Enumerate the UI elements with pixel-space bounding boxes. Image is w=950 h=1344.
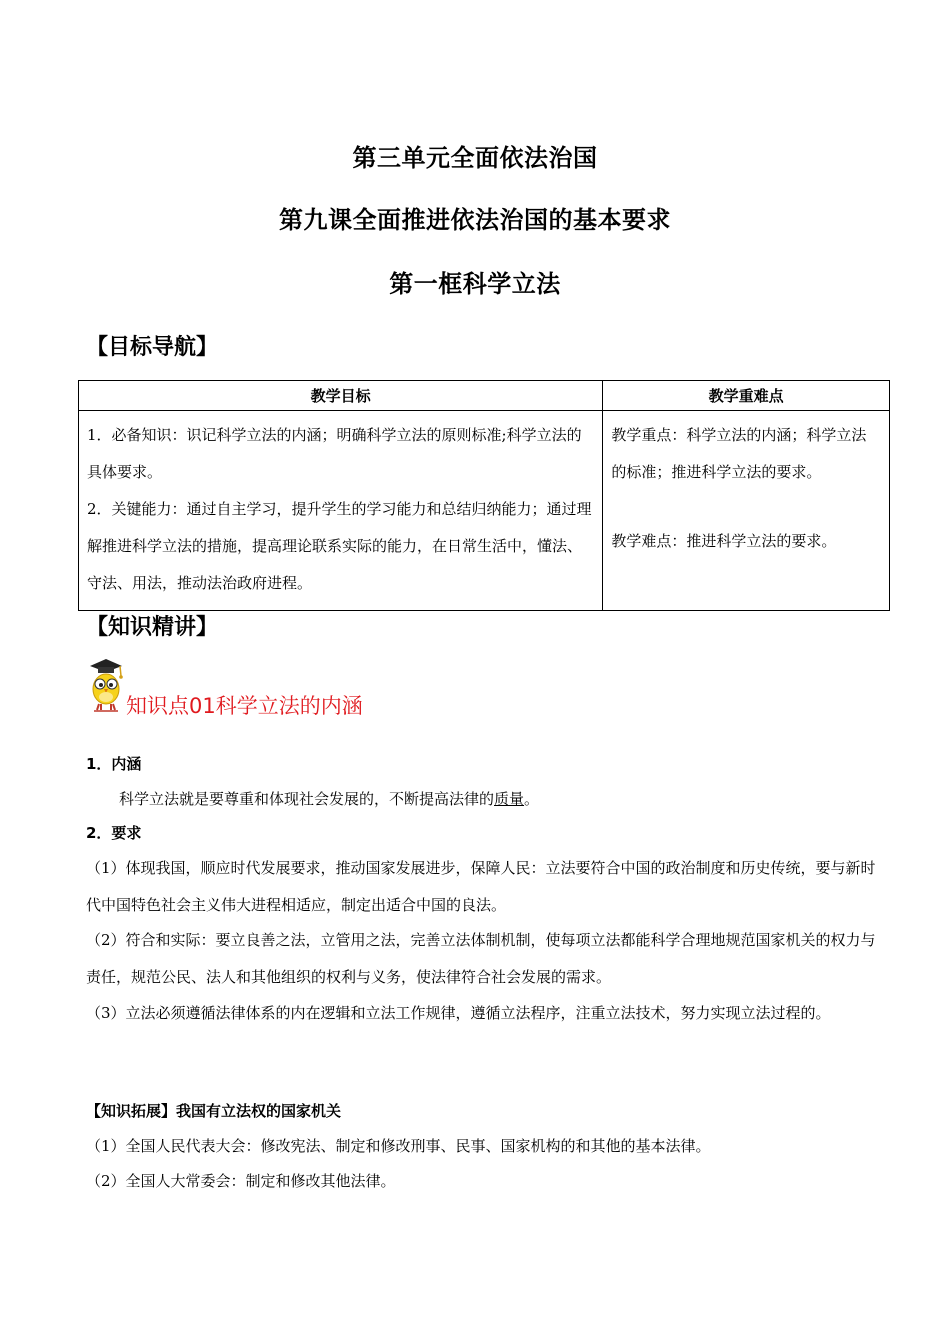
objective-knowledge: 1．必备知识：识记科学立法的内涵；明确科学立法的原则标准;科学立法的具体要求。 xyxy=(87,426,582,481)
key-difficult-header: 教学重难点 xyxy=(603,381,890,411)
key-difficult-cell xyxy=(603,411,890,611)
difficult-points: 教学难点：推进科学立法的要求。 xyxy=(611,532,837,550)
connotation-end: 。 xyxy=(524,790,540,808)
objectives-cell xyxy=(79,411,603,611)
knowledge-heading: 【知识精讲】 xyxy=(86,615,219,640)
goals-table-header-row xyxy=(79,381,890,411)
extension-title: 我国有立法权的国家机关 xyxy=(176,1102,342,1120)
key-points: 教学重点：科学立法的内涵；科学立法的标准；推进科学立法的要求。 xyxy=(611,426,867,481)
connotation-underlined: 质量 xyxy=(494,790,525,808)
requirements-heading: 2．要求 xyxy=(86,824,142,842)
extension-heading xyxy=(86,1093,876,1130)
goals-table-row xyxy=(79,411,890,611)
goals-table xyxy=(78,380,890,611)
connotation-text: 科学立法就是要尊重和体现社会发展的，不断提高法律的 xyxy=(119,790,495,808)
lesson-title: 第九课全面推进依法治国的基本要求 xyxy=(279,206,671,234)
extension-label: 【知识拓展】 xyxy=(86,1102,177,1120)
requirement-item: （1）体现我国，顺应时代发展要求，推动国家发展进步，保障人民：立法要符合中国的政治制度和历史传统，要与新时代中国特色社会主义伟大进程相适应，制定出适合中国的良法。 xyxy=(86,859,876,914)
knowledge-point-header xyxy=(86,656,686,716)
requirement-item: （2）符合和实际：要立良善之法，立管用之法，完善立法体制机制，使每项立法都能科学合理地规范国家机关的权力与责任，规范公民、法人和其他组织的权利与义务，使法律符合社会发展的需求。 xyxy=(86,931,876,986)
frame-title: 第一框科学立法 xyxy=(389,270,561,298)
connotation-paragraph xyxy=(86,781,876,818)
extension-item: （2）全国人大常委会：制定和修改其他法律。 xyxy=(86,1172,396,1190)
requirement-item: （3）立法必须遵循法律体系的内在逻辑和立法工作规律，遵循立法程序，注重立法技术，努力实现立法过程的。 xyxy=(86,1004,831,1022)
owl-graduate-icon xyxy=(86,656,126,714)
goals-heading: 【目标导航】 xyxy=(86,335,219,360)
spacer xyxy=(611,491,881,523)
objective-ability: 2．关键能力：通过自主学习，提升学生的学习能力和总结归纳能力；通过理解推进科学立法的措施，提高理论联系实际的能力，在日常生活中，懂法、守法、用法，推动法治政府进程。 xyxy=(87,500,592,592)
objectives-header: 教学目标 xyxy=(79,381,603,411)
unit-title: 第三单元全面依法治国 xyxy=(352,144,598,172)
connotation-heading: 1．内涵 xyxy=(86,755,142,773)
knowledge-point-title: 知识点01科学立法的内涵 xyxy=(126,694,363,718)
extension-item: （1）全国人民代表大会：修改宪法、制定和修改刑事、民事、国家机构的和其他的基本法律。 xyxy=(86,1137,711,1155)
